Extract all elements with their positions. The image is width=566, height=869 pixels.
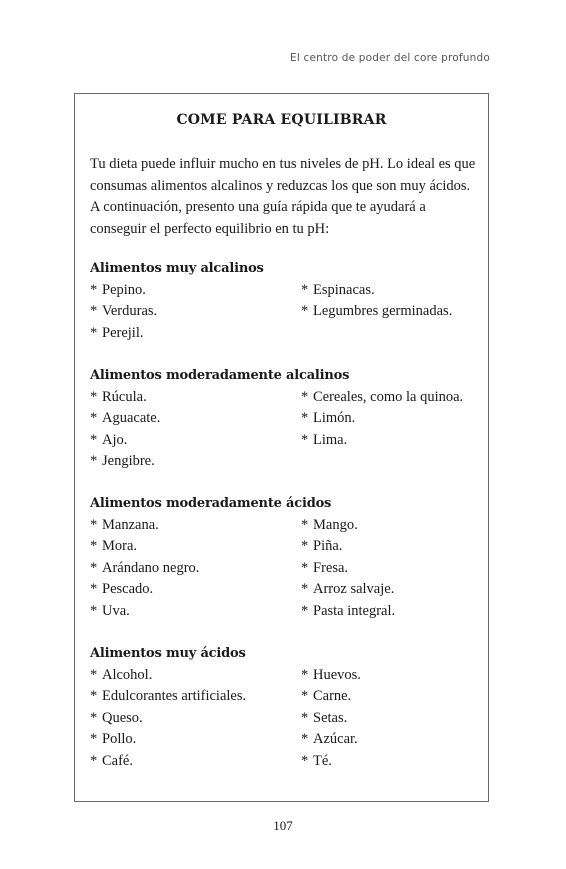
list-item: * Jengibre. (90, 453, 155, 469)
list-item: * Verduras. (90, 303, 158, 319)
list-item: * Pollo. (90, 731, 137, 747)
list-item: * Rúcula. (90, 388, 147, 405)
list-item: * Pescado. (90, 581, 154, 597)
list-item: * Piña. (301, 538, 343, 554)
list-item: * Pepino. (90, 281, 146, 298)
list-item: * Café. (90, 752, 133, 769)
sidebar-box (74, 93, 489, 802)
section-title: Alimentos muy alcalinos (90, 261, 264, 276)
food-list-left (90, 515, 301, 623)
list-item: * Mora. (90, 538, 138, 554)
food-list-right (301, 515, 478, 623)
list-item: * Carne. (301, 688, 352, 704)
food-list-right (301, 665, 478, 773)
list-item: * Setas. (301, 709, 348, 726)
list-item: * Uva. (90, 602, 130, 619)
section-title: Alimentos muy ácidos (90, 646, 246, 661)
list-item: * Perejil. (90, 324, 144, 341)
running-head: El centro de poder del core profundo (289, 52, 490, 64)
intro-paragraph: Tu dieta puede influir mucho en tus niveles de pH. Lo ideal es que consumas alimentos alcalinos y reduzcas los que son muy ácidos. A continuación, presento una guía rápida que te ayudará a conseguir el perfecto equilibrio en tu pH: (90, 156, 476, 237)
list-item: * Azúcar. (301, 731, 358, 747)
section-title: Alimentos moderadamente ácidos (90, 496, 332, 511)
list-item: * Alcohol. (90, 666, 153, 683)
list-item: * Queso. (90, 709, 143, 726)
list-item: * Té. (301, 752, 332, 769)
list-item: * Lima. (301, 431, 348, 448)
list-item: * Huevos. (301, 666, 361, 683)
list-item: * Espinacas. (301, 281, 375, 298)
section-title: Alimentos moderadamente alcalinos (90, 368, 350, 383)
section-very-alkaline (90, 258, 478, 344)
list-item: * Aguacate. (90, 410, 161, 426)
food-list-left (90, 665, 301, 773)
list-item: * Cereales, como la quinoa. (301, 388, 464, 405)
list-item: * Fresa. (301, 559, 349, 576)
list-item: * Manzana. (90, 516, 159, 533)
list-item: * Mango. (301, 516, 358, 533)
list-item: * Edulcorantes artificiales. (90, 688, 247, 704)
food-list-left (90, 280, 301, 345)
food-list-left (90, 387, 301, 473)
list-item: * Limón. (301, 410, 356, 426)
box-title: COME PARA EQUILIBRAR (176, 112, 387, 128)
section-moderately-alkaline (90, 365, 478, 473)
list-item: * Ajo. (90, 431, 128, 448)
page-number: 107 (273, 818, 293, 833)
list-item: * Legumbres germinadas. (301, 303, 453, 319)
food-list-right (301, 280, 478, 345)
section-very-acidic (90, 643, 478, 772)
section-moderately-acidic (90, 493, 478, 622)
food-list-right (301, 387, 478, 473)
list-item: * Arándano negro. (90, 559, 200, 576)
list-item: * Arroz salvaje. (301, 581, 395, 597)
list-item: * Pasta integral. (301, 602, 396, 619)
